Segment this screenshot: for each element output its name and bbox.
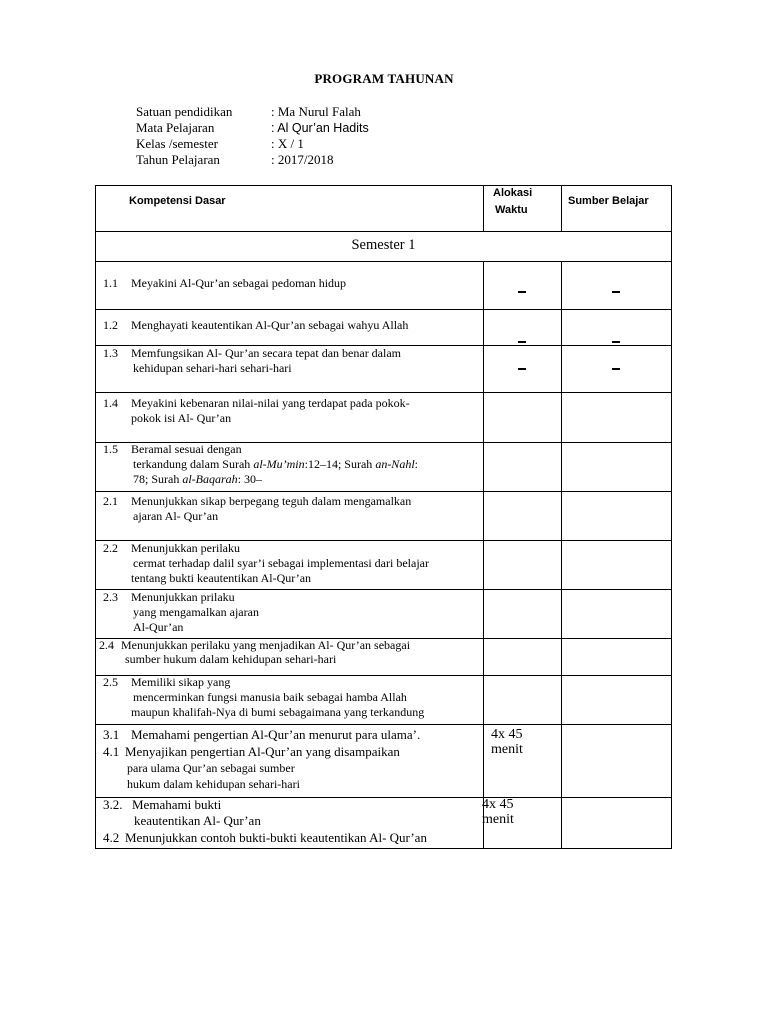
kd-text: para ulama Qur’an sebagai sumber (127, 761, 295, 775)
kd-text-rich: 78; Surah al-Baqarah: 30– (133, 472, 263, 486)
table-row (103, 442, 481, 490)
header-waktu: Waktu (495, 204, 528, 216)
kd-text: Menunjukkan sikap berpegang teguh dalam mengamalkan (131, 494, 412, 508)
table-divider (95, 261, 672, 262)
kd-text: sumber hukum dalam kehidupan sehari-hari (125, 652, 337, 666)
header-kompetensi-dasar: Kompetensi Dasar (129, 195, 226, 207)
table-row (103, 590, 481, 636)
info-label: Kelas /semester (136, 136, 218, 151)
kd-number: 2.3 (103, 590, 118, 604)
kd-number: 1.1 (103, 276, 118, 290)
kd-text-block (121, 638, 410, 666)
document-title: PROGRAM TAHUNAN (314, 71, 454, 86)
info-label: Satuan pendidikan (136, 104, 233, 119)
kd-text: Menunjukkan perilaku yang menjadikan Al- Qur’an sebagai (121, 638, 411, 652)
info-value: : X / 1 (271, 136, 304, 151)
kd-text-block (125, 744, 400, 792)
kd-text: Menyajikan pengertian Al-Qur’an yang disampaikan (125, 744, 400, 759)
table-divider (95, 491, 672, 492)
kd-text: Memahami bukti (132, 797, 222, 812)
kd-text-block (131, 494, 411, 524)
alokasi-value (482, 797, 514, 827)
kd-text: Memiliki sikap yang (131, 675, 231, 689)
kd-text-block (132, 797, 261, 829)
kd-text: keautentikan Al- Qur’an (134, 813, 261, 828)
sumber-dash (612, 341, 620, 343)
kd-text: Meyakini Al-Qur’an sebagai pedoman hidup (131, 276, 347, 290)
info-value: : Al Qur’an Hadits (271, 121, 369, 135)
kd-number: 2.4 (99, 638, 114, 652)
kd-text-block (131, 396, 410, 426)
info-label: Tahun Pelajaran (136, 152, 220, 167)
table-row (103, 727, 481, 795)
surah-name: an-Nahl (375, 457, 415, 471)
alokasi-line: 4x 45 (491, 727, 523, 742)
info-value: : 2017/2018 (271, 152, 334, 167)
table-divider (95, 231, 672, 232)
kd-text: Memfungsikan Al- Qur’an secara tepat dan benar dalam (131, 346, 402, 360)
table-row (103, 276, 481, 294)
kd-text: tentang bukti keautentikan Al-Qur’an (131, 571, 312, 585)
kd-text-rich: terkandung dalam Surah al-Mu’min:12–14; Surah an-Nahl: (133, 457, 418, 471)
kd-number: 2.5 (103, 675, 118, 689)
kd-text: mencerminkan fungsi manusia baik sebagai hamba Allah (133, 690, 407, 704)
column-divider (561, 261, 562, 849)
table-row (103, 494, 481, 528)
sumber-dash (612, 291, 620, 293)
alokasi-line: menit (491, 742, 523, 757)
table-divider (95, 309, 672, 310)
kd-number: 2.1 (103, 494, 118, 508)
surah-name: al-Baqarah (182, 472, 238, 486)
surah-name: al-Mu’min (253, 457, 305, 471)
table-divider (95, 724, 672, 725)
semester-label: Semester 1 (351, 237, 416, 253)
column-divider (561, 185, 562, 231)
kd-number: 1.2 (103, 318, 118, 332)
kd-text: Al-Qur’an (133, 620, 184, 634)
kd-number: 1.4 (103, 396, 118, 410)
kd-text: Menunjukkan contoh bukti-bukti keautentikan Al- Qur’an (125, 830, 427, 845)
table-row (103, 797, 481, 847)
kd-text-block (131, 442, 418, 487)
kd-number: 4.1 (103, 744, 120, 759)
kd-number: 1.3 (103, 346, 118, 360)
alokasi-dash (518, 368, 526, 370)
kd-text: yang mengamalkan ajaran (133, 605, 259, 619)
kd-number: 2.2 (103, 541, 118, 555)
kd-text-block (131, 541, 429, 586)
table-divider (95, 392, 672, 393)
kd-text: ajaran Al- Qur’an (133, 509, 219, 523)
alokasi-line: menit (482, 812, 514, 827)
column-divider (483, 185, 484, 231)
alokasi-value (491, 727, 523, 757)
kd-text: Menunjukkan prilaku (131, 590, 235, 604)
alokasi-dash (518, 291, 526, 293)
kd-text: Meyakini kebenaran nilai-nilai yang terdapat pada pokok- (131, 396, 410, 410)
alokasi-dash (518, 341, 526, 343)
kd-number: 1.5 (103, 442, 118, 456)
kd-text: maupun khalifah-Nya di bumi sebagaimana yang terkandung (131, 705, 425, 719)
kd-text: hukum dalam kehidupan sehari-hari (127, 777, 300, 791)
kd-text: cermat terhadap dalil syar’i sebagai implementasi dari belajar (133, 556, 429, 570)
kd-number: 4.2 (103, 830, 120, 845)
sumber-dash (612, 368, 620, 370)
kd-text-block (131, 346, 401, 376)
kd-text-block (131, 590, 259, 635)
table-row (103, 675, 481, 723)
kd-text: pokok isi Al- Qur’an (131, 411, 232, 425)
table-row (99, 638, 481, 672)
kd-text: Beramal sesuai dengan (131, 442, 242, 456)
kd-text: Memahami pengertian Al-Qur’an menurut para ulama’. (131, 727, 421, 742)
alokasi-line: 4x 45 (482, 797, 514, 812)
kd-text: Menunjukkan perilaku (131, 541, 240, 555)
table-row (103, 346, 481, 378)
table-row (103, 396, 481, 430)
header-sumber-belajar: Sumber Belajar (568, 195, 649, 207)
kd-text: kehidupan sehari-hari sehari-hari (133, 361, 292, 375)
kd-number: 3.1 (103, 727, 120, 742)
info-value: : Ma Nurul Falah (271, 104, 361, 119)
info-label: Mata Pelajaran (136, 120, 215, 135)
table-row (103, 541, 481, 587)
column-divider (483, 261, 484, 849)
kd-number: 3.2. (103, 797, 123, 812)
header-alokasi: Alokasi (493, 187, 533, 199)
kd-text: Menghayati keautentikan Al-Qur’an sebagai wahyu Allah (131, 318, 409, 332)
table-row (103, 318, 481, 336)
kd-text-block (131, 675, 424, 720)
